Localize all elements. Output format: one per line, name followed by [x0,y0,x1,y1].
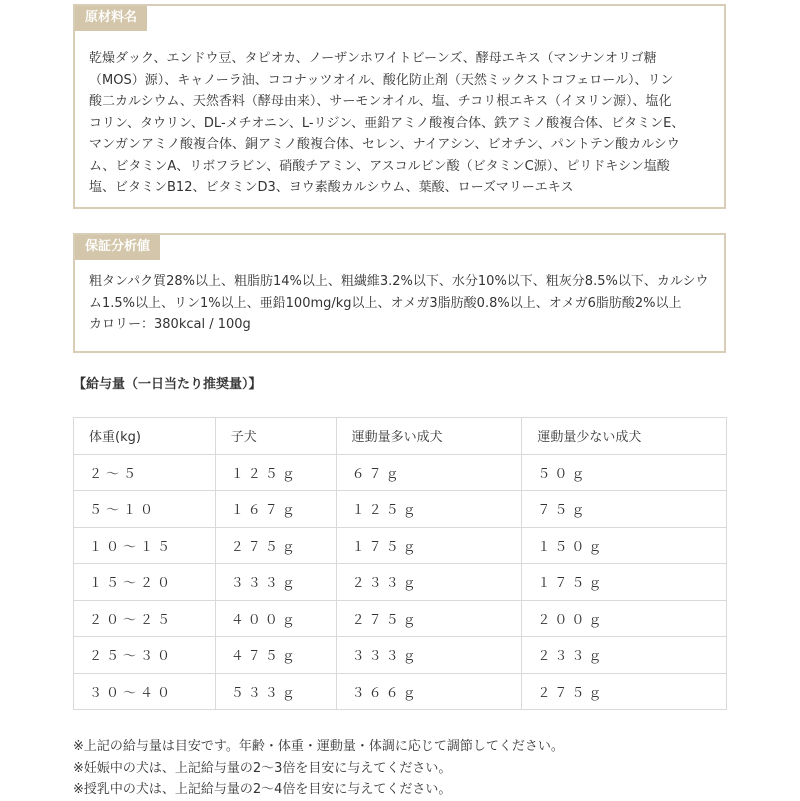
note-text: ※妊娠中の犬は、上記給与量の2～3倍を目安に与えてください。 [73,760,452,776]
table-cell: ２５～３０ [74,637,216,674]
table-cell: ４７５ｇ [215,637,336,674]
table-cell: ２７５ｇ [522,673,727,710]
guaranteed-analysis-text: 粗タンパク質28%以上、粗脂肪14%以上、粗繊維3.2%以下、水分10%以下、粗灰分8.5%以下、カルシウ ム1.5%以上、リン1%以上、亜鉛100mg/kg以上、オメガ3脂肪酸0.8%以上、オメガ6脂肪酸2%以上 カロリー：380kcal / 100g [89,274,709,332]
table-cell: ７５ｇ [522,491,727,528]
column-header-active-adult: 運動量多い成犬 [336,418,522,455]
feeding-notes [73,736,564,801]
table-cell: ２３３ｇ [522,637,727,674]
table-row [74,673,727,710]
table-cell: １５～２０ [74,564,216,601]
column-header-weight: 体重(kg) [74,418,216,455]
ingredients-label: 原材料名 [75,6,147,31]
table-row [74,527,727,564]
guaranteed-analysis-box [73,233,726,353]
table-row [74,491,727,528]
table-cell: １７５ｇ [336,527,522,564]
table-row [74,637,727,674]
table-cell: １０～１５ [74,527,216,564]
table-cell: ２～５ [74,454,216,491]
table-cell: ２７５ｇ [215,527,336,564]
table-cell: ５～１０ [74,491,216,528]
note-text: ※授乳中の犬は、上記給与量の2～4倍を目安に与えてください。 [73,782,452,797]
table-cell: １２５ｇ [336,491,522,528]
table-cell: １２５ｇ [215,454,336,491]
table-row [74,454,727,491]
table-cell: ２７５ｇ [336,600,522,637]
ingredients-text: 乾燥ダック、エンドウ豆、タピオカ、ノーザンホワイトビーンズ、酵母エキス（マンナンオリゴ糖 （MOS）源）、キャノーラ油、ココナッツオイル、酸化防止剤（天然ミックストコフェロール）、リン 酸二カルシウム、天然香料（酵母由来）、サーモンオイル、塩、チコリ根エキス（イヌリン源）、塩化 コリン、タウリン、DL-メチオニン、L-リジン、亜鉛アミノ酸複合体、鉄アミノ酸複合体、ビタミンE、 マンガンアミノ酸複合体、銅アミノ酸複合体、セレン、ナイアシン、ビオチン、パントテン酸カルシウ ム、ビタミンA、リボフラビン、硝酸チアミン、アスコルビン酸（ビタミンC源）、ピリドキシン塩酸 塩、ビタミンB12、ビタミンD3、ヨウ素酸カルシウム、葉酸、ローズマリーエキス [89,51,685,195]
table-cell: ３６６ｇ [336,673,522,710]
table-cell: ２３３ｇ [336,564,522,601]
table-row [74,600,727,637]
table-cell: ２００ｇ [522,600,727,637]
table-cell: ５３３ｇ [215,673,336,710]
table-cell: １６７ｇ [215,491,336,528]
table-cell: １７５ｇ [522,564,727,601]
table-cell: ５０ｇ [522,454,727,491]
table-cell: ４００ｇ [215,600,336,637]
table-cell: ３０～４０ [74,673,216,710]
table-cell: １５０ｇ [522,527,727,564]
table-cell: ３３３ｇ [336,637,522,674]
feeding-heading: 【給与量（一日当たり推奨量）】 [73,377,262,392]
table-cell: ６７ｇ [336,454,522,491]
table-cell: ３３３ｇ [215,564,336,601]
ingredients-box [73,4,726,209]
feeding-table-header-row [74,418,727,455]
guaranteed-analysis-label: 保証分析値 [75,235,160,260]
note-text: ※上記の給与量は目安です。年齢・体重・運動量・体調に応じて調節してください。 [73,739,564,754]
column-header-inactive-adult: 運動量少ない成犬 [522,418,727,455]
table-row [74,564,727,601]
feeding-table [73,417,727,710]
table-cell: ２０～２５ [74,600,216,637]
column-header-puppy: 子犬 [215,418,336,455]
